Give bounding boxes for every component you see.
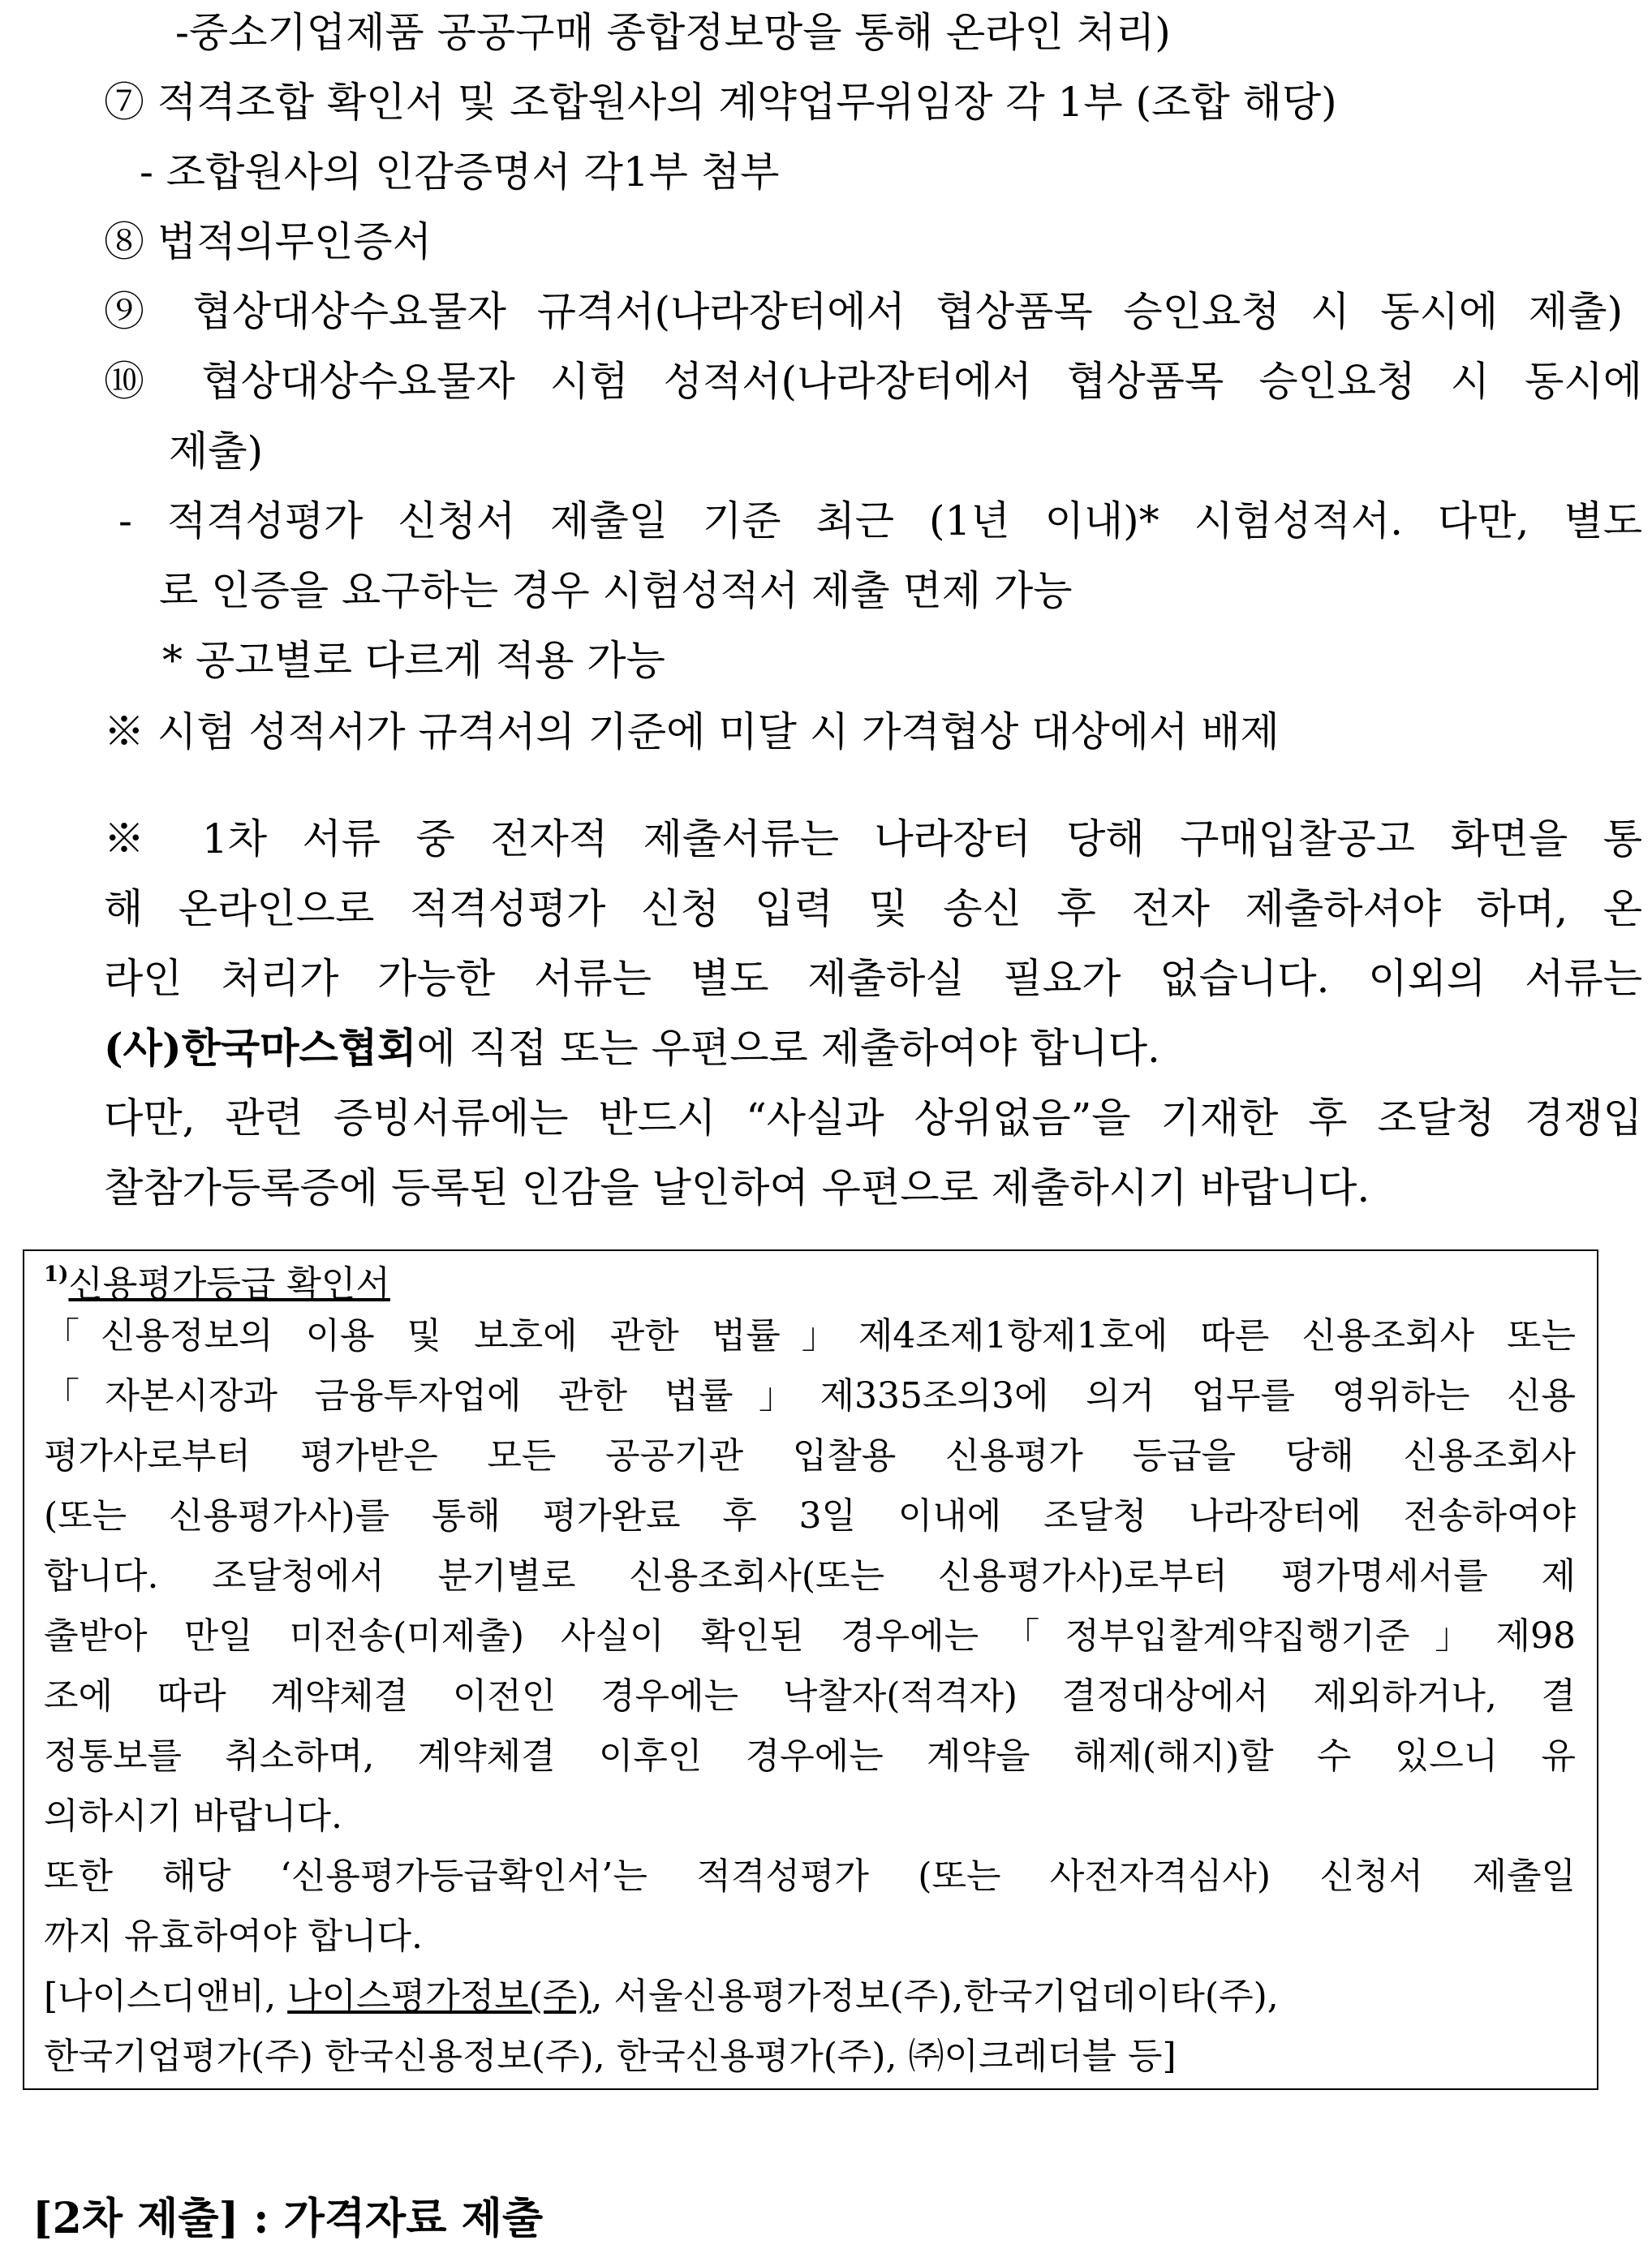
section-heading-second-submission: [2차 제출] : 가격자료 제출: [32, 2194, 544, 2243]
item-9-specification: ⑨ 협상대상수요물자 규격서(나라장터에서 협상품목 승인요청 시 동시에 제출): [104, 288, 1623, 335]
item-8-legal-certification: ⑧ 법적의무인증서: [104, 218, 432, 265]
item-7-sub-seal-certificate: - 조합원사의 인감증명서 각1부 첨부: [140, 148, 780, 196]
submission-paragraph-line3: 라인 처리가 가능한 서류는 별도 제출하실 필요가 없습니다. 이외의 서류는: [104, 955, 1642, 1002]
agency-list-line2: 한국기업평가(주) 한국신용정보(주), 한국신용평가(주), ㈜이크레더블 등]: [44, 2036, 1177, 2077]
submission-paragraph-line1: ※ 1차 서류 중 전자적 제출서류는 나라장터 당해 구매입찰공고 화면을 통: [104, 815, 1642, 862]
footnote-marker: 1): [44, 1262, 69, 1287]
item-10-note: * 공고별로 다르게 적용 가능: [162, 637, 665, 684]
footnote-line: 또한 해당 ‘신용평가등급확인서’는 적격성평가 (또는 사전자격심사) 신청서 제출일: [44, 1856, 1576, 1897]
test-report-warning: ※ 시험 성적서가 규격서의 기준에 미달 시 가격협상 대상에서 배제: [104, 708, 1280, 755]
footnote-line: 「신용정보의 이용 및 보호에 관한 법률」제4조제1항제1호에 따른 신용조회사 또는: [44, 1315, 1576, 1357]
association-name: (사)한국마스협회: [104, 1024, 417, 1072]
footnote-line: 평가사로부터 평가받은 모든 공공기관 입찰용 신용평가 등급을 당해 신용조회사: [44, 1435, 1576, 1477]
footnote-line: 합니다. 조달청에서 분기별로 신용조회사(또는 신용평가사)로부터 평가명세서를 제: [44, 1555, 1576, 1597]
submission-paragraph-line4-rest: 에 직접 또는 우편으로 제출하여야 합니다.: [416, 1025, 1160, 1072]
footnote-title-text: 신용평가등급 확인서: [68, 1263, 390, 1305]
agency-list-rest: , 서울신용평가정보(주),한국기업데이타(주),: [591, 1976, 1279, 2017]
text-line-online-processing: -중소기업제품 공공구매 종합정보망을 통해 온라인 처리): [175, 9, 1171, 56]
item-7-union-certificate: ⑦ 적격조합 확인서 및 조합원사의 계약업무위임장 각 1부 (조합 해당): [104, 79, 1337, 126]
footnote-title: [44, 1253, 390, 1306]
item-10-test-report-line2: 제출): [169, 428, 264, 475]
item-10-sub-line2: 로 인증을 요구하는 경우 시험성적서 제출 면제 가능: [159, 567, 1073, 614]
footnote-line: (또는 신용평가사)를 통해 평가완료 후 3일 이내에 조달청 나라장터에 전송하여야: [44, 1495, 1577, 1537]
footnote-line: 까지 유효하여야 합니다.: [44, 1916, 423, 1957]
item-10-sub-line1: - 적격성평가 신청서 제출일 기준 최근 (1년 이내)* 시험성적서. 다만, 별도: [118, 497, 1642, 544]
footnote-box: [23, 1249, 1598, 2090]
footnote-line: 정통보를 취소하며, 계약체결 이후인 경우에는 계약을 해제(해지)할 수 있으니 유: [44, 1735, 1576, 1777]
agency-nice-rating: 나이스평가정보(주): [287, 1976, 592, 2017]
agency-list-prefix: [나이스디앤비,: [44, 1976, 288, 2017]
submission-paragraph-line5: 다만, 관련 증빙서류에는 반드시 “사실과 상위없음”을 기재한 후 조달청 경쟁입: [104, 1094, 1642, 1142]
footnote-line: 출받아 만일 미전송(미제출) 사실이 확인된 경우에는「정부입찰계약집행기준」제98: [44, 1615, 1576, 1657]
footnote-line: 의하시기 바랍니다.: [44, 1795, 343, 1837]
submission-paragraph-line4: [104, 1024, 1160, 1073]
item-10-test-report-line1: ⑩ 협상대상수요물자 시험 성적서(나라장터에서 협상품목 승인요청 시 동시에: [104, 358, 1642, 405]
footnote-line: 조에 따라 계약체결 이전인 경우에는 낙찰자(적격자) 결정대상에서 제외하거나, 결: [44, 1675, 1576, 1717]
submission-paragraph-line2: 해 온라인으로 적격성평가 신청 입력 및 송신 후 전자 제출하셔야 하며, 온: [104, 885, 1642, 932]
agency-list-line1: [44, 1975, 1279, 2019]
submission-paragraph-line6: 찰참가등록증에 등록된 인감을 날인하여 우편으로 제출하시기 바랍니다.: [104, 1164, 1370, 1211]
footnote-line: 「자본시장과 금융투자업에 관한 법률」제335조의3에 의거 업무를 영위하는 신용: [44, 1375, 1576, 1417]
